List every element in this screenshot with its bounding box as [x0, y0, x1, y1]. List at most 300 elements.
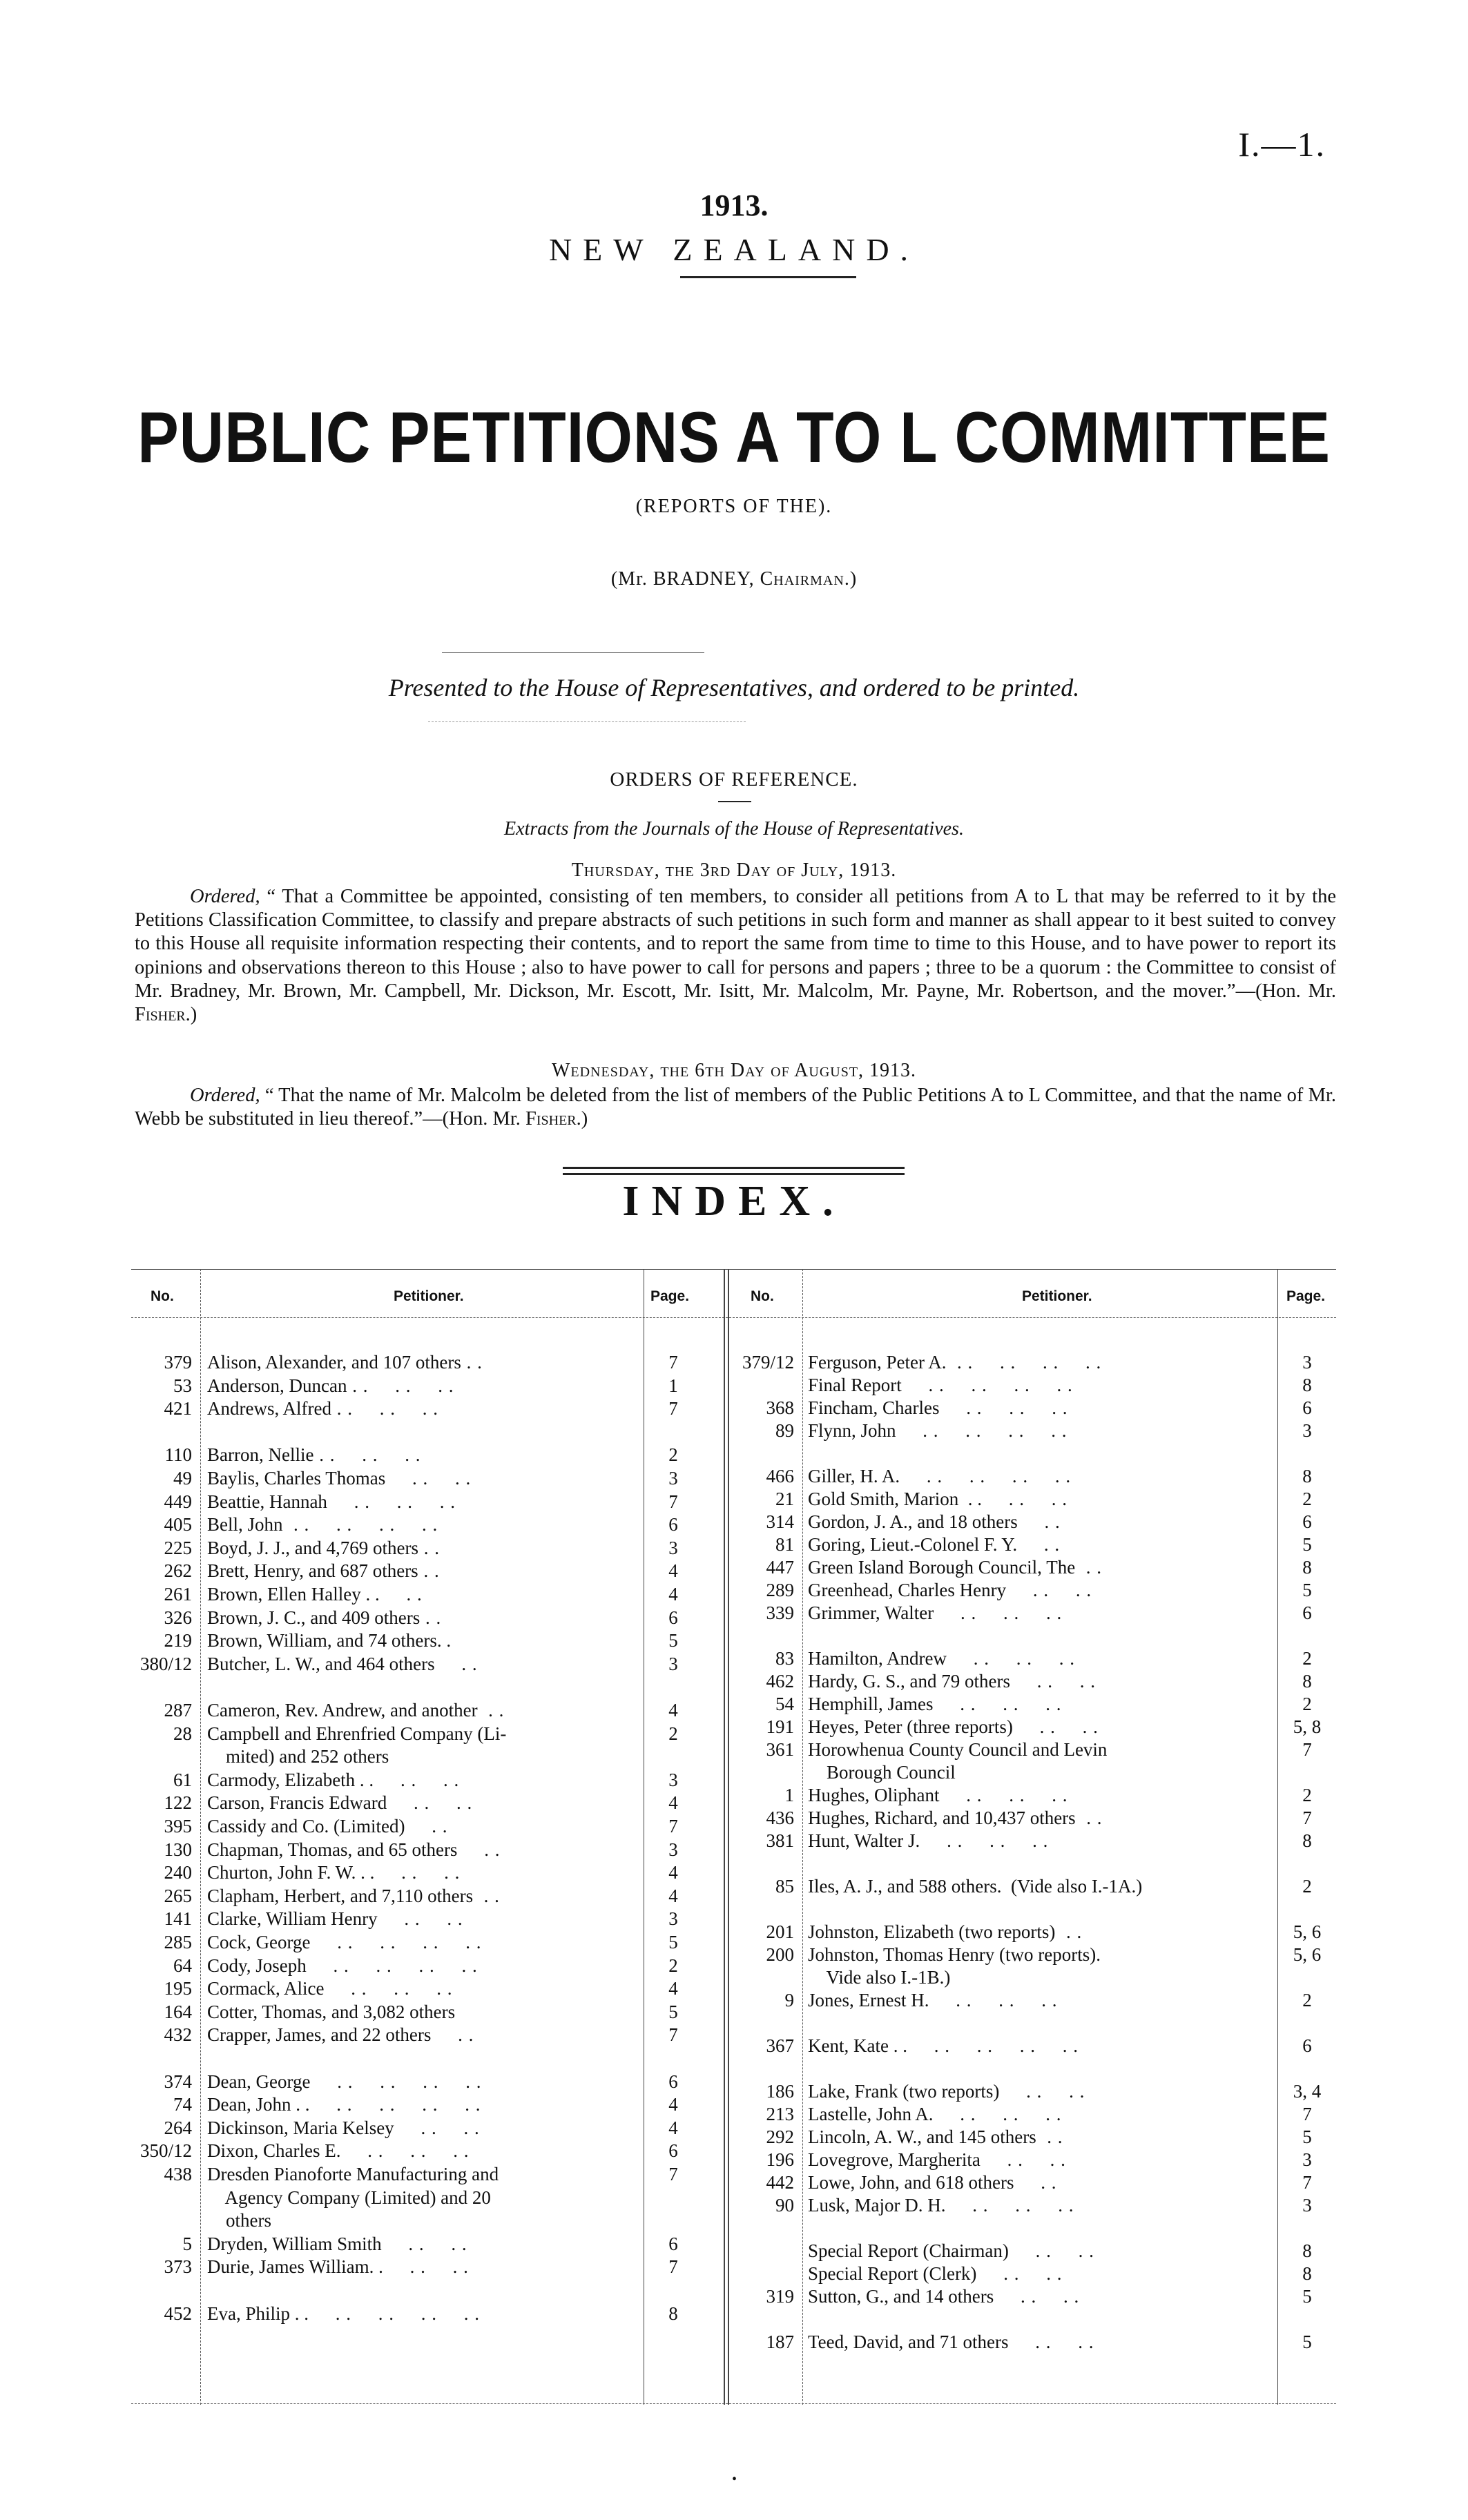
petition-number: 449: [164, 1491, 192, 1512]
table-row: [131, 1899, 1336, 1921]
table-row: [131, 1694, 1336, 1716]
petition-number: 447: [766, 1557, 794, 1578]
petitioner-name: [808, 2172, 1267, 2193]
page-number: 3: [1302, 2149, 1312, 2170]
petitioner-text: Teed, David, and 71 others: [808, 2332, 1009, 2352]
page-number: 5, 8: [1293, 1716, 1322, 1737]
petitioner-text: Dresden Pianoforte Manufacturing and: [207, 2164, 499, 2184]
petitioner-text: Hughes, Oliphant: [808, 1785, 940, 1805]
ordered-label: Ordered,: [190, 1085, 260, 1106]
petition-number: 186: [766, 2081, 794, 2102]
table-row: [131, 2126, 1336, 2149]
page-number: 6: [1302, 2035, 1312, 2056]
petitioner-text: Flynn, John: [808, 1420, 896, 1441]
petitioner-text: Crapper, James, and 22 others: [207, 2024, 432, 2046]
petitioner-text: Ferguson, Peter A.: [808, 1352, 947, 1373]
petitioner-text: Green Island Borough Council, The: [808, 1557, 1076, 1578]
page-number: 5, 6: [1293, 1944, 1322, 1965]
page-number: 6: [1302, 1397, 1312, 1418]
petition-number: 261: [164, 1584, 192, 1605]
petition-number: 130: [164, 1839, 192, 1860]
page-number: 3: [1302, 2195, 1312, 2216]
petitioner-name: [808, 1944, 1267, 1966]
petitioner-text: Andrews, Alfred: [207, 1398, 331, 1419]
leader-dots: . .: [1075, 1807, 1103, 1828]
petitioner-text: Boyd, J. J., and 4,769 others: [207, 1537, 418, 1558]
table-row: [131, 2058, 1336, 2080]
page-number: 4: [668, 1560, 678, 1582]
order-end: .): [576, 1108, 588, 1130]
petitioner-name: [808, 1830, 1267, 1852]
table-row: [131, 2104, 1336, 2126]
petition-number: 442: [766, 2172, 794, 2193]
petition-number: 90: [775, 2195, 794, 2216]
petitioner-text: Brown, Ellen Halley . .: [207, 1584, 380, 1605]
extracts-subheading: Extracts from the Journals of the House of Representatives.: [504, 818, 964, 840]
page-number: 4: [668, 1978, 678, 1999]
petitioner-name: [808, 1375, 1267, 1396]
table-row: [131, 1352, 1336, 1374]
petitioner-text: Churton, John F. W. . .: [207, 1862, 375, 1883]
table-row: [131, 1990, 1336, 2012]
page-number: 8: [1302, 1466, 1312, 1486]
petition-number: 314: [766, 1511, 794, 1532]
order-text: “ That a Committee be appointed, consisting of ten members, to consider all petitions from A to L that may be referred to it by the Petitions Classification Committee, to classify and prepare abstracts of such petitions in such form and manner as shall appear to it best suited to convey to this House all requisite information respecting their contents, and to report the same from time to time to this House, and to have power to report its opinions and observations thereon to this House ; also to have power to call for persons and papers ; three to be a quorum : the Committee to consist of Mr. Bradney, Mr. Brown, Mr. Campbell, Mr. Dickson, Mr. Escott, Mr. Isitt, Mr. Malcolm, Mr. Payne, Mr. Robertson, and the mover.”—(Hon. Mr.: [135, 886, 1336, 1002]
page-number: 4: [668, 1700, 678, 1721]
petition-number: 61: [173, 1769, 192, 1790]
page-number: 6: [1302, 1602, 1312, 1623]
leader-dots: . . . . . .: [331, 1398, 438, 1419]
page-number: 4: [668, 2117, 678, 2138]
petition-number: 83: [775, 1648, 794, 1669]
petitioner-text: Lowe, John, and 618 others: [808, 2172, 1014, 2193]
petition-number: 381: [766, 1830, 794, 1851]
date-heading-august: Wednesday, the 6th Day of August, 1913.: [551, 1060, 917, 1081]
table-row: [131, 1466, 1336, 1488]
leader-dots: . . . . . .: [933, 2104, 1062, 2124]
petitioner-text: Lake, Frank (two reports): [808, 2081, 1000, 2102]
leader-dots: . . . .: [374, 1862, 461, 1883]
leader-dots: . . . .: [381, 2233, 467, 2254]
petition-number: 195: [164, 1978, 192, 1999]
report-year: 1913.: [699, 188, 769, 222]
order-end: .): [185, 1004, 197, 1026]
petitioner-text: Dean, John . .: [207, 2094, 310, 2115]
petition-number: 21: [775, 1489, 794, 1509]
leader-dots: . .: [418, 1537, 440, 1558]
petitioner-text: Baylis, Charles Thomas: [207, 1468, 386, 1489]
leader-dots: . . . .: [999, 2081, 1085, 2102]
petitioner-text: Hemphill, James: [808, 1694, 934, 1714]
petitioner-text: Lincoln, A. W., and 145 others: [808, 2126, 1036, 2147]
petitioner-text: Eva, Philip . .: [207, 2303, 309, 2324]
page-number: 7: [668, 1491, 678, 1512]
table-row: [131, 2332, 1336, 2354]
page-number: 7: [668, 1398, 678, 1419]
table-row: [131, 1921, 1336, 1944]
page-number: 4: [668, 1584, 678, 1605]
petitioner-text: Giller, H. A.: [808, 1466, 900, 1486]
table-bottom-rule: [131, 2403, 1336, 2404]
chairman-line: [0, 568, 1468, 590]
page-number: 3: [668, 1839, 678, 1860]
leader-dots: . . . . . . . .: [306, 1955, 478, 1976]
petitioner-name: [808, 2240, 1267, 2262]
leader-dots: . .: [1075, 1557, 1102, 1578]
petition-number: 432: [164, 2024, 192, 2046]
table-row: [131, 1625, 1336, 1647]
petition-number: 213: [766, 2104, 794, 2124]
petitioner-text: Hamilton, Andrew: [808, 1648, 947, 1669]
petition-number: 89: [775, 1420, 794, 1441]
leader-dots: . . . .: [374, 1769, 460, 1790]
petition-number: 141: [164, 1908, 192, 1930]
page-number: 6: [668, 1514, 678, 1535]
page-number: 5, 6: [1293, 1921, 1322, 1942]
table-row: [131, 1557, 1336, 1582]
order-paragraph-1: [135, 885, 1336, 1027]
petitioner-text: Durie, James William. .: [207, 2256, 383, 2278]
petition-number: 164: [164, 2001, 192, 2022]
petition-number: 379/12: [742, 1352, 794, 1373]
page-number: 5: [668, 1630, 678, 1651]
page-number: 2: [1302, 1785, 1312, 1805]
table-row: [131, 1580, 1336, 1602]
leader-dots: . . . .: [394, 2117, 480, 2138]
page-number: 7: [1302, 1739, 1312, 1760]
page-number: 5: [1302, 1580, 1312, 1600]
page-number: 4: [668, 1862, 678, 1883]
divider: [428, 721, 746, 722]
petitioner-name: [808, 1466, 1267, 1487]
petitioner-text: Vide also I.-1B.): [808, 1967, 951, 1988]
leader-dots: . . . . . .: [945, 2195, 1074, 2216]
petitioner-text: Clarke, William Henry: [207, 1908, 378, 1930]
page-number: 6: [1302, 1511, 1312, 1532]
petitioner-text: Barron, Nellie: [207, 1444, 314, 1466]
petitioner-name: [808, 2263, 1267, 2285]
table-row: [131, 1853, 1336, 1875]
petitioner-text: Clapham, Herbert, and 7,110 others: [207, 1885, 474, 1906]
petitioner-text: Dixon, Charles E.: [207, 2140, 341, 2162]
page-number: 4: [668, 1792, 678, 1814]
petitioner-text: Heyes, Peter (three reports): [808, 1716, 1013, 1737]
petitioner-text: Cormack, Alice: [207, 1978, 325, 1999]
table-row: [131, 1830, 1336, 1852]
leader-dots: . . . .: [383, 2256, 469, 2278]
page-number: 3, 4: [1293, 2081, 1322, 2102]
table-row: [131, 1511, 1336, 1533]
petitioner-text: Greenhead, Charles Henry: [808, 1580, 1007, 1600]
order-paragraph-2: [135, 1084, 1336, 1131]
page-mark: •: [732, 2472, 737, 2487]
petitioner-text: Brown, William, and 74 others. .: [207, 1630, 452, 1651]
chairman-prefix: (Mr. BRADNEY,: [610, 568, 760, 590]
petition-number: 326: [164, 1607, 192, 1628]
leader-dots: . . . .: [1010, 1671, 1096, 1692]
page-number: 5: [1302, 2286, 1312, 2307]
page-number: 6: [668, 2071, 678, 2092]
page-number: 7: [668, 2164, 678, 2184]
page-number: 5: [668, 2001, 678, 2022]
table-row: [131, 1534, 1336, 1556]
petition-number: 292: [766, 2126, 794, 2147]
petition-number: 200: [766, 1944, 794, 1965]
petition-number: 264: [164, 2117, 192, 2138]
petitioner-name: [808, 1716, 1267, 1738]
petitioner-name: [808, 1489, 1267, 1510]
petitioner-name: [808, 1352, 1267, 1373]
petitioner-name: [808, 1534, 1267, 1555]
petitioner-text: Cock, George: [207, 1932, 311, 1952]
table-row: [131, 2286, 1336, 2308]
petition-number: 219: [164, 1630, 192, 1651]
petitioner-text: Cody, Joseph: [207, 1955, 307, 1976]
petitioner-text: Hardy, G. S., and 79 others: [808, 1671, 1010, 1692]
leader-dots: . . . .: [377, 1908, 463, 1930]
petitioner-text: Campbell and Ehrenfried Company (Li-: [207, 1723, 507, 1744]
petition-number: 287: [164, 1700, 192, 1721]
table-row: [131, 2035, 1336, 2057]
petition-number: 191: [766, 1716, 794, 1737]
page-number: 4: [668, 1885, 678, 1906]
leader-dots: . . . . . .: [933, 1694, 1062, 1714]
page-number: 8: [1302, 1830, 1312, 1851]
petitioner-name: [808, 1990, 1267, 2011]
leader-dots: . .: [379, 1584, 423, 1605]
leader-dots: . . . . . . . .: [896, 1420, 1068, 1441]
country-heading: NEW ZEALAND.: [548, 232, 920, 267]
petition-number: 53: [173, 1375, 192, 1396]
petitioner-name: [808, 1807, 1267, 1829]
petitioner-text: Goring, Lieut.-Colonel F. Y.: [808, 1534, 1018, 1555]
petitioner-text: others: [207, 2210, 271, 2231]
petitioner-name: [808, 2126, 1267, 2148]
table-row: [131, 1648, 1336, 1670]
leader-dots: . . . .: [1012, 1716, 1099, 1737]
header-petitioner-left: Petitioner.: [394, 1288, 464, 1304]
petitioner-name: [808, 2149, 1267, 2171]
petitioner-text: Chapman, Thomas, and 65 others: [207, 1839, 458, 1860]
petition-number: 368: [766, 1397, 794, 1418]
leader-dots: . . . .: [976, 2263, 1063, 2284]
page-number: 7: [668, 1816, 678, 1836]
petitioner-text: Brown, J. C., and 409 others: [207, 1607, 421, 1628]
petitioner-text: Grimmer, Walter: [808, 1602, 934, 1623]
petition-number: 373: [164, 2256, 192, 2278]
page-number: 3: [1302, 1352, 1312, 1373]
petition-number: 5: [182, 2233, 192, 2254]
petitioner-text: Cameron, Rev. Andrew, and another: [207, 1700, 478, 1721]
page-number: 7: [668, 2256, 678, 2278]
leader-dots: . . . .: [385, 1468, 472, 1489]
petitioner-text: Iles, A. J., and 588 others. (Vide also I.-1A.): [808, 1876, 1143, 1897]
page-number: 7: [1302, 1807, 1312, 1828]
leader-dots: . . . . . .: [939, 1397, 1068, 1418]
page-number: 2: [1302, 1489, 1312, 1509]
leader-dots: . .: [434, 1653, 478, 1674]
header-petitioner-right: Petitioner.: [1022, 1288, 1092, 1304]
petition-number: 262: [164, 1560, 192, 1582]
petition-number: 350/12: [139, 2140, 192, 2162]
table-row: [131, 2195, 1336, 2217]
petitioner-text: Lovegrove, Margherita: [808, 2149, 981, 2170]
divider: [718, 801, 751, 802]
petition-number: 436: [766, 1807, 794, 1828]
table-row: [131, 2172, 1336, 2194]
petitioner-name: [808, 1967, 1267, 1988]
petitioner-name: [808, 1648, 1267, 1669]
petitioner-name: [808, 2286, 1267, 2307]
table-row: [131, 1602, 1336, 1625]
leader-dots: . . . .: [1008, 2332, 1094, 2352]
divider: [442, 652, 704, 653]
page-number: 3: [668, 1769, 678, 1790]
leader-dots: . . . .: [980, 2149, 1066, 2170]
petitioner-text: Gordon, J. A., and 18 others: [808, 1511, 1018, 1532]
petitioner-text: Carson, Francis Edward: [207, 1792, 387, 1814]
leader-dots: . . . . . .: [347, 1375, 454, 1396]
page-number: 5: [1302, 1534, 1312, 1555]
petition-number: 466: [766, 1466, 794, 1486]
date-heading-july: Thursday, the 3rd Day of July, 1913.: [571, 860, 897, 881]
orders-heading: ORDERS OF REFERENCE.: [610, 768, 858, 791]
table-row: [131, 1967, 1336, 1989]
petitioner-text: Agency Company (Limited) and 20: [207, 2187, 491, 2208]
petitioner-name: [808, 2195, 1267, 2216]
ordered-label: Ordered,: [190, 886, 260, 907]
page-number: 6: [668, 2140, 678, 2162]
petitioner-text: Lusk, Major D. H.: [808, 2195, 946, 2216]
petitioner-text: Lastelle, John A.: [808, 2104, 934, 2124]
leader-dots: . . . . . . . .: [907, 2035, 1079, 2056]
table-row: [131, 1739, 1336, 1761]
petitioner-name: [808, 1671, 1267, 1692]
petitioner-name: [808, 1921, 1267, 1943]
index-table: [131, 1269, 1336, 2406]
petition-number: 265: [164, 1885, 192, 1906]
page-number: 2: [1302, 1648, 1312, 1669]
petitioner-text: Alison, Alexander, and 107 others: [207, 1352, 461, 1373]
table-row: [131, 1420, 1336, 1442]
leader-dots: . . . . . . . .: [946, 1352, 1102, 1373]
page-number: 7: [1302, 2172, 1312, 2193]
leader-dots: . . . .: [1008, 2240, 1094, 2261]
leader-dots: . . . . . .: [327, 1491, 456, 1512]
header-no-left: No.: [151, 1288, 174, 1304]
petitioner-text: Bell, John: [207, 1514, 283, 1535]
header-no-right: No.: [751, 1288, 774, 1304]
petitioner-name: [808, 1557, 1267, 1578]
petition-number: 285: [164, 1932, 192, 1952]
petition-number: 187: [766, 2332, 794, 2352]
table-row: [131, 1489, 1336, 1511]
petition-number: 421: [164, 1398, 192, 1419]
petition-number: 81: [775, 1534, 794, 1555]
leader-dots: . . . . . .: [934, 1602, 1063, 1623]
leader-dots: . .: [431, 2024, 474, 2046]
petition-number: 395: [164, 1816, 192, 1836]
petition-number: 438: [164, 2164, 192, 2184]
leader-dots: . .: [1017, 1511, 1061, 1532]
petitioner-text: Dickinson, Maria Kelsey: [207, 2117, 394, 2138]
petitioner-name: [808, 2035, 1267, 2057]
petition-number: 9: [784, 1990, 794, 2010]
petitioner-name: [808, 1420, 1267, 1442]
petition-number: 339: [766, 1602, 794, 1623]
petition-number: 380/12: [139, 1653, 192, 1674]
table-row: [131, 2081, 1336, 2103]
petition-number: 240: [164, 1862, 192, 1883]
page-number: 8: [1302, 1557, 1312, 1578]
table-row: [131, 2309, 1336, 2331]
petitioner-name: [808, 2332, 1267, 2353]
table-row: [131, 1944, 1336, 1966]
petitioner-text: Sutton, G., and 14 others: [808, 2286, 994, 2307]
petitioner-name: [808, 1511, 1267, 1533]
petitioner-text: Hunt, Walter J.: [808, 1830, 920, 1851]
petition-number: 122: [164, 1792, 192, 1814]
petition-number: 85: [775, 1876, 794, 1897]
leader-dots: . . . . . .: [313, 1444, 421, 1466]
page-number: 5: [1302, 2126, 1312, 2147]
petitioner-text: Dean, George: [207, 2071, 311, 2092]
page-number: 7: [668, 2024, 678, 2046]
table-row: [131, 1807, 1336, 1830]
petitioner-text: Hughes, Richard, and 10,437 others: [808, 1807, 1076, 1828]
leader-dots: . . . . . . . .: [310, 2071, 482, 2092]
page-number: 6: [668, 1607, 678, 1628]
leader-dots: . . . . . .: [946, 1648, 1075, 1669]
leader-dots: . .: [418, 1560, 440, 1582]
page-identifier: I.—1.: [1238, 125, 1326, 164]
petition-number: 64: [173, 1955, 192, 1976]
petitioner-text: Cassidy and Co. (Limited): [207, 1816, 405, 1836]
header-page-right: Page.: [1286, 1288, 1326, 1304]
table-row: [131, 1443, 1336, 1465]
double-rule: [563, 1167, 905, 1175]
petition-number: 1: [784, 1785, 794, 1805]
order-signer: Fisher: [525, 1108, 577, 1130]
petitioner-name: [808, 1739, 1267, 1761]
petitioner-text: Butcher, L. W., and 464 others: [207, 1653, 435, 1674]
leader-dots: . . . . . . . .: [309, 2094, 481, 2115]
table-header-rule: [131, 1317, 1336, 1318]
leader-dots: . .: [1036, 2126, 1063, 2147]
petitioner-text: Gold Smith, Marion . .: [808, 1489, 983, 1509]
page-number: 2: [1302, 1876, 1312, 1897]
header-page-left: Page.: [650, 1288, 690, 1304]
petition-number: 462: [766, 1671, 794, 1692]
page-number: 2: [668, 1723, 678, 1744]
petition-number: 201: [766, 1921, 794, 1942]
petition-number: 196: [766, 2149, 794, 2170]
page-number: 7: [1302, 2104, 1312, 2124]
petitioner-name: [808, 1694, 1267, 1715]
leader-dots: . . . . . .: [939, 1785, 1068, 1805]
index-title: INDEX.: [622, 1178, 846, 1225]
petitioner-name: [808, 1762, 1267, 1783]
leader-dots: . .: [405, 1816, 448, 1836]
petition-number: 54: [775, 1694, 794, 1714]
leader-dots: . . . .: [994, 2286, 1080, 2307]
page-number: 4: [668, 2094, 678, 2115]
table-row: [131, 1375, 1336, 1397]
leader-dots: . . . . . .: [340, 2140, 470, 2162]
page-number: 3: [1302, 1420, 1312, 1441]
petitioner-name: [808, 1876, 1267, 1897]
leader-dots: . . . . . . . .: [309, 2303, 480, 2324]
